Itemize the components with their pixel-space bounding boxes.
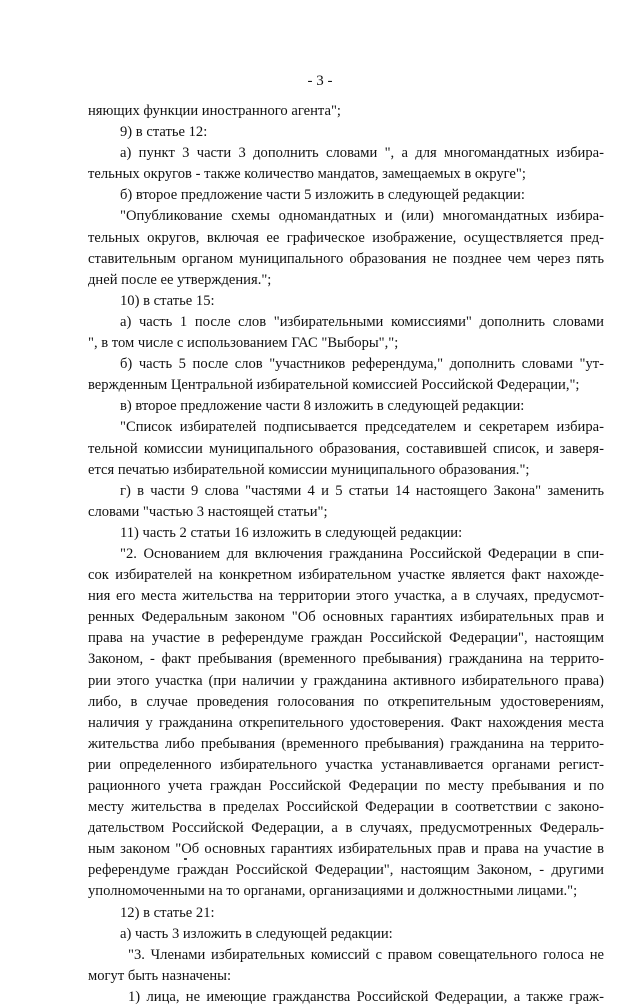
text-line: уполномоченными на то органами, организациями и должностными лицами.";	[88, 883, 578, 900]
text-line: 12) в статье 21:	[120, 904, 215, 921]
document-body	[88, 101, 604, 1008]
text-line: г) в части 9 слова "частями 4 и 5 статьи 14 настоящего Закона" заменить	[120, 482, 604, 499]
text-line: дательством Российской Федерации, а в случаях, предусмотренных Федераль-	[88, 820, 604, 837]
text-line: референдуме граждан Российской Федерации", настоящим Законом, - другими	[88, 862, 604, 879]
text-line: жительства либо пребывания (временного пребывания) гражданина на террито-	[88, 735, 604, 752]
text-line: а) часть 3 изложить в следующей редакции:	[120, 925, 393, 942]
text-line: права на участие в референдуме граждан Российской Федерации", настоящим	[88, 630, 604, 647]
text-line: 11) часть 2 статьи 16 изложить в следующей редакции:	[120, 524, 463, 541]
text-line: б) второе предложение части 5 изложить в следующей редакции:	[120, 187, 525, 204]
text-line: вержденным Центральной избирательной комиссией Российской Федерации,";	[88, 377, 580, 394]
text-line: тельных округов, включая ее графическое изображение, осуществляется пред-	[88, 229, 604, 246]
text-line: в) второе предложение части 8 изложить в следующей редакции:	[120, 398, 525, 415]
text-line: ным законом "Об основных гарантиях избирательных прав и права на участие в	[88, 841, 604, 858]
text-line: наличия у гражданина открепительного удостоверения. Факт нахождения места	[88, 714, 604, 731]
text-line: тельной комиссии муниципального образования, составившей список, и заверя-	[88, 440, 604, 457]
text-line: ется печатью избирательной комиссии муниципального образования.";	[88, 461, 530, 478]
text-line: "Список избирателей подписывается председателем и секретарем избира-	[120, 419, 604, 436]
text-line: ния его места жительства на территории этого участка, а в случаях, предусмот-	[88, 588, 604, 605]
text-line: 1) лица, не имеющие гражданства Российской Федерации, а также граж-	[128, 988, 604, 1005]
text-line: рии этого участка (при наличии у гражданина активного избирательного права)	[88, 672, 604, 689]
page-number: - 3 -	[307, 73, 333, 89]
text-line: сок избирателей на конкретном избирательном участке является факт нахожде-	[88, 567, 604, 584]
text-line: няющих функции иностранного агента";	[88, 103, 341, 119]
text-line: рии определенного избирательного участка устанавливается органами регист-	[88, 756, 604, 773]
text-line: "3. Членами избирательных комиссий с правом совещательного голоса не	[128, 946, 604, 963]
scan-speck	[184, 858, 187, 860]
text-line: ренных Федеральным законом "Об основных гарантиях избирательных прав и	[88, 609, 604, 626]
text-line: "2. Основанием для включения гражданина Российской Федерации в спи-	[120, 545, 604, 562]
text-line: тельных округов - также количество мандатов, замещаемых в округе";	[88, 166, 526, 183]
text-line: месту жительства в пределах Российской Федерации в соответствии с законо-	[88, 799, 604, 816]
text-line: либо, в случае проведения голосования по открепительным удостоверениям,	[88, 693, 604, 710]
text-line: ", в том числе с использованием ГАС "Выборы",";	[88, 335, 399, 352]
text-line: дней после ее утверждения.";	[88, 271, 272, 288]
text-line: словами "частью 3 настоящей статьи";	[88, 503, 328, 520]
text-line: а) часть 1 после слов "избирательными комиссиями" дополнить словами	[120, 313, 604, 330]
text-line: могут быть назначены:	[88, 967, 231, 984]
text-line: 10) в статье 15:	[120, 292, 215, 309]
text-line: ставительным органом муниципального образования не позднее чем через пять	[88, 250, 604, 267]
text-line: б) часть 5 после слов "участников референдума," дополнить словами "ут-	[120, 356, 604, 373]
text-line: рационного учета граждан Российской Федерации по месту пребывания и по	[88, 778, 604, 794]
text-line: а) пункт 3 части 3 дополнить словами ", а для многомандатных избира-	[120, 145, 604, 162]
text-line: Законом, - факт пребывания (временного пребывания) гражданина на террито-	[88, 651, 604, 668]
text-line: "Опубликование схемы одномандатных и (или) многомандатных избира-	[120, 208, 604, 225]
text-line: 9) в статье 12:	[120, 124, 208, 141]
